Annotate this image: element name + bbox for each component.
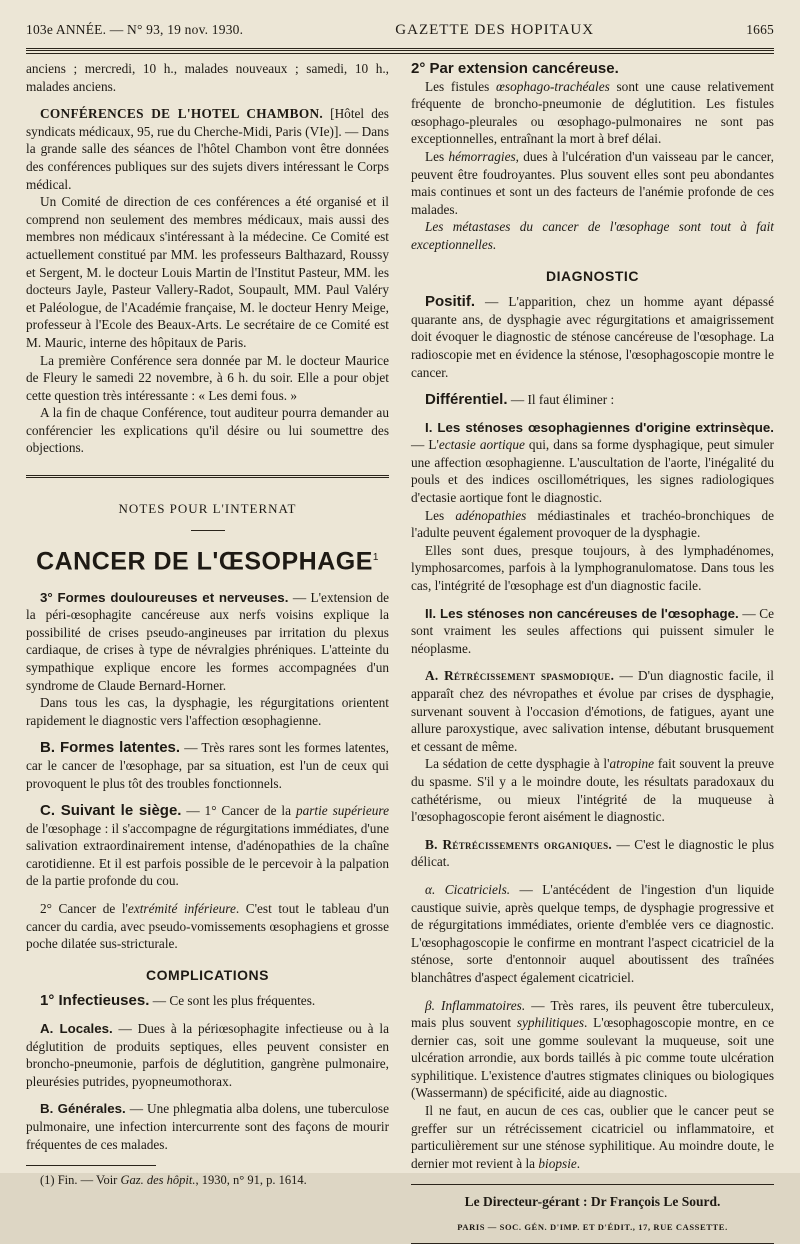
- latent-forms-paragraph: B. Formes latentes. — Très rares sont les formes latentes, car le cancer de l'œsophage, par sa situation, est l'un de ceux qui provoquent le plus tôt des troubles fonctionnels.: [26, 739, 389, 791]
- extrinsic-paragraph: I. Les sténoses œsophagiennes d'origine extrinsèque. — L'ectasie aortique qui, dans sa forme dysphagique, peut simuler une affection œsophagienne. L'auscultation de l'aorte, l'inégalité du pouls et des indices oscillométriques, les signes radiologiques d'ectasie aortique font le diagnostic.: [411, 419, 774, 506]
- local-paragraph: A. Locales. — Dues à la périœsophagite infectieuse ou à la déglutition de produits septiques, elles peuvent consister en broncho-pneumonie, parfois de déglutition, gangrène pulmonaire, pleurésies putrides, pyopneumothorax.: [26, 1021, 389, 1089]
- section-rule: [26, 475, 389, 478]
- general-paragraph: B. Générales. — Une phlegmatia alba dolens, une tuberculose pulmonaire, une infection intercurrente sont des façons de mourir fréquentes de ces malades.: [26, 1101, 389, 1152]
- conference-paragraph-3: La première Conférence sera donnée par M. le docteur Maurice de Fleury le samedi 22 novembre, à 6 h. du soir. Elle a pour objet cette question très intéressante : « Les demi fous. »: [26, 352, 389, 403]
- conference-paragraph-2: Un Comité de direction de ces conférences a été organisé et il comprend non seulement des membres médicaux, mais aussi des membres non médicaux s'intéressant à la médecine. Ce Comité est actuellement constitué par MM. les professeurs Balthazard, Roussy et Sergent, M. le docteur Louis Martin de l'Institut Pasteur, MM. les docteurs Jayle, Pasteur Vallery-Radot, Soupault, MM. Paul Valéry et Paléologue, de l'Académie française, M. le docteur Henry Meige, professeur à l'Ecole des Beaux-Arts. Le secrétaire de ce Comité est M. Mauric, interne des hôpitaux de Paris.: [26, 194, 389, 350]
- organic-paragraph: B. Rétrécissements organiques. — C'est le diagnostic le plus délicat.: [411, 836, 774, 870]
- fistulas-paragraph: Les fistules œsophago-trachéales sont une cause relativement fréquente de broncho-pneumonie de déglutition. Les fistules œsophago-pleurales ou œsophago-pulmonaires ne sont pas exceptionnelles, entraînant la mort à bref délai.: [411, 78, 774, 147]
- two-columns: [26, 60, 774, 1244]
- hemorrhage-paragraph: Les hémorragies, dues à l'ulcération d'un vaisseau par le cancer, peuvent être foudroyantes. Plus souvent elles sont peu abondantes mais continues et sont un des facteurs de l'anémie profonde de ces malades.: [411, 148, 774, 217]
- cicatricial-paragraph: α. Cicatriciels. — L'antécédent de l'ingestion d'un liquide caustique suivie, après quelque temps, de dysphagie progressive et de régurgitations immédiates, oriente d'emblée vers ce diagnostic. L'œsophagoscopie le confirme en montrant l'aspect cicatriciel de la sténose, sorte d'entonnoir auquel aboutissent des traînées blanchâtres d'aspect également cicatriciel.: [411, 881, 774, 985]
- journal-title: GAZETTE DES HOPITAUX: [395, 22, 595, 38]
- lower-end-paragraph: 2° Cancer de l'extrémité inférieure. C'est tout le tableau d'un cancer du cardia, avec pseudo-vomissements œsophagiens et grosse poche dilatée sus-stricturale.: [26, 901, 390, 952]
- title-footnote-mark: 1: [372, 551, 379, 563]
- diagnostic-heading: DIAGNOSTIC: [546, 267, 639, 284]
- adenopathies-paragraph: Les adénopathies médiastinales et trachéo-bronchiques de l'adulte peuvent également provoquer de la dysphagie.: [411, 507, 774, 541]
- final-paragraph: Il ne faut, en aucun de ces cas, oublier que le cancer peut se greffer sur un rétrécissement cicatriciel ou inflammatoire, et particulièrement sur une sténose syphilitique. Au moindre doute, le dernier mot revient à la biopsie.: [411, 1103, 774, 1171]
- conference-paragraph-4: A la fin de chaque Conférence, tout auditeur pourra demander au conférencier les explications qu'il désire ou lui soumettre des objections.: [26, 405, 389, 456]
- spasmodic-paragraph: A. Rétrécissement spasmodique. — D'un diagnostic facile, il apparaît chez des névropathes et évolue par crises de dysphagie, survenant souvent à l'occasion d'émotions, de fatigues, ayant une allure paroxystique, avec salivation intense, débutant brusquement et cessant de même.: [411, 668, 774, 754]
- lymphoma-paragraph: Elles sont dues, presque toujours, à des lymphadénomes, lymphosarcomes, parfois à la lymphogranulomatose. Dans tous les cas, l'intégrité de l'œsophage est d'un diagnostic facile.: [411, 542, 774, 594]
- metastases-paragraph: Les métastases du cancer de l'œsophage sont tout à fait exceptionnelles.: [411, 219, 774, 252]
- page-number: 1665: [746, 22, 774, 37]
- right-column: [411, 60, 774, 1244]
- conference-paragraph-1: CONFÉRENCES DE L'HOTEL CHAMBON. [Hôtel des syndicats médicaux, 95, rue du Cherche-Midi, Paris (VIe)]. — Dans la grande salle des séances de l'hôtel Chambon vont être données des conférences publiques sur des sujets divers intéressant le Corps médical.: [26, 106, 389, 192]
- conference-heading: CONFÉRENCES DE L'HOTEL CHAMBON.: [40, 106, 324, 122]
- issue-info: 103e ANNÉE. — N° 93, 19 nov. 1930.: [26, 22, 244, 37]
- extension-heading: 2° Par extension cancéreuse.: [411, 60, 619, 77]
- imprint-rule: [411, 1243, 774, 1244]
- complications-heading: COMPLICATIONS: [146, 966, 269, 983]
- intro-text: anciens ; mercredi, 10 h., malades nouveaux ; samedi, 10 h., malades anciens.: [26, 61, 389, 94]
- short-divider: [191, 530, 225, 531]
- diagnosis-orientation-paragraph: Dans tous les cas, la dysphagie, les régurgitations orientent rapidement le diagnostic vers l'affection œsophagienne.: [26, 695, 389, 728]
- footnote: (1) Fin. — Voir Gaz. des hôpit., 1930, n° 91, p. 1614.: [40, 1173, 307, 1188]
- inflammatory-paragraph: β. Inflammatoires. — Très rares, ils peuvent être tuberculeux, mais plus souvent syphilitiques. L'œsophagoscopie montre, en ce dernier cas, soit une gomme soulevant la muqueuse, soit une ulcération arrondie, aux bords taillés à pic comme toute ulcération syphilitique. L'existence d'autres stigmates cliniques ou biologiques (Wassermann) de spécificité, aide au diagnostic.: [411, 997, 774, 1101]
- notes-heading: NOTES POUR L'INTERNAT: [118, 501, 297, 517]
- positive-paragraph: Positif. — L'apparition, chez un homme ayant dépassé quarante ans, de dysphagie avec régurgitations et amaigrissement doit évoquer le diagnostic de sténose cancéreuse de l'œsophage. La radioscopie met en évidence la sténose, l'œsophagoscopie montre le cancer.: [411, 293, 774, 380]
- non-cancer-paragraph: II. Les sténoses non cancéreuses de l'œsophage. — Ce sont vraiment les seules affections qui puissent simuler le néoplasme.: [411, 605, 774, 656]
- atropine-paragraph: La sédation de cette dysphagie à l'atropine fait souvent la preuve du spasme. S'il y a le moindre doute, les résultats paradoxaux du cathétérisme, ou mieux l'intégrité de la muqueuse à l'œsophagoscopie feront aisément le diagnostic.: [411, 756, 774, 825]
- site-paragraph: C. Suivant le siège. — 1° Cancer de la partie supérieure de l'œsophage : il s'accompagne de régurgitations immédiates, d'une salivation extraordinairement intense, d'adénopathies de la chaîne carotidienne. Et il est parfois possible de le percevoir à la palpation de la partie profonde du cou.: [26, 802, 389, 889]
- article-title: CANCER DE L'ŒSOPHAGE$^1$: [36, 546, 379, 575]
- footnote-rule: [26, 1165, 156, 1166]
- left-column: [26, 60, 389, 1244]
- infectious-paragraph: 1° Infectieuses. — Ce sont les plus fréquentes.: [40, 992, 316, 1010]
- director-signature: Le Directeur-gérant : Dr François Le Sourd.: [464, 1194, 721, 1210]
- signature-rule: [411, 1184, 774, 1185]
- differential-paragraph: Différentiel. — Il faut éliminer :: [425, 391, 615, 409]
- header-rule: [26, 48, 774, 54]
- page-header: [26, 22, 774, 42]
- printer-imprint: PARIS — SOC. GÉN. D'IMP. ET D'ÉDIT., 17, RUE CASSETTE.: [457, 1222, 728, 1233]
- painful-forms-paragraph: 3° Formes douloureuses et nerveuses. — L'extension de la péri-œsophagite cancéreuse aux nerfs voisins explique la possibilité de crises pseudo-angineuses par irritation du plexus cardiaque, de crises à type de névralgies phréniques. L'atteinte du sympathique explique encore les formes accompagnées d'un syndrome de Claude Bernard-Horner.: [26, 589, 389, 693]
